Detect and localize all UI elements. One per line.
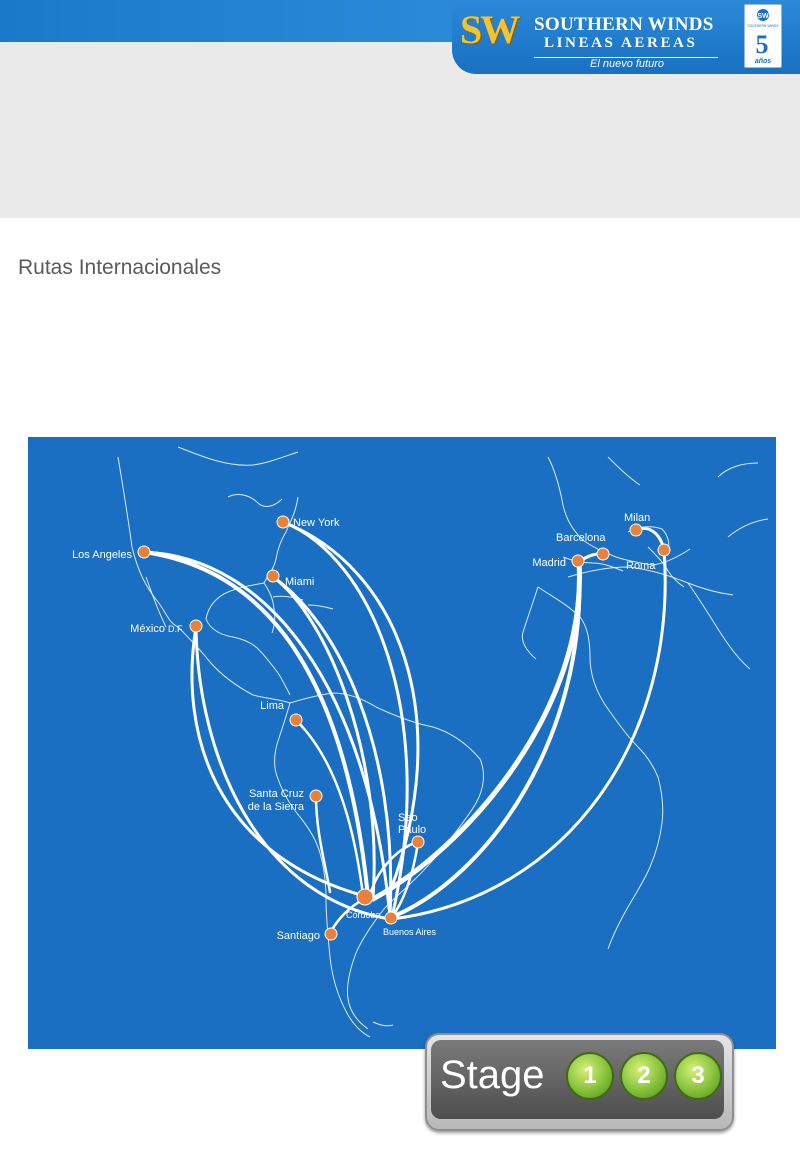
route-map xyxy=(28,437,776,1049)
page-title: Rutas Internacionales xyxy=(18,256,222,279)
city-label-cordoba: Córdoba xyxy=(346,910,381,920)
city-label-santa-cruz-line2: de la Sierra xyxy=(247,801,304,813)
city-label-lima: Lima xyxy=(260,700,284,712)
route-madrid-buenos-aires xyxy=(392,562,580,917)
route-los-angeles-buenos-aires xyxy=(144,552,390,917)
city-label-madrid: Madrid xyxy=(532,557,566,569)
city-label-mexico: México xyxy=(130,623,165,635)
brand-tagline: El nuevo futuro xyxy=(590,58,664,70)
svg-text:años: años xyxy=(754,58,772,65)
city-label-roma: Roma xyxy=(626,560,656,572)
stage-number-2: 2 xyxy=(620,1052,668,1100)
city-dot-roma xyxy=(658,544,670,556)
anniversary-badge xyxy=(744,4,782,68)
stage-label: Stage xyxy=(440,1053,545,1097)
routes xyxy=(144,522,665,933)
city-dot-los-angeles xyxy=(138,546,150,558)
city-dot-santiago xyxy=(325,928,337,940)
city-label-milan: Milan xyxy=(624,512,651,524)
city-dot-miami xyxy=(267,570,279,582)
city-label-santiago: Santiago xyxy=(276,930,320,942)
city-dot-cordoba xyxy=(357,889,373,905)
route-miami xyxy=(273,577,374,897)
route-los-angeles xyxy=(144,552,368,897)
city-dot-mexico xyxy=(190,620,202,632)
anniversary-logo-icon xyxy=(745,5,781,67)
city-dot-barcelona xyxy=(597,548,609,560)
brand-name: SOUTHERN WINDS xyxy=(534,14,714,35)
coastlines xyxy=(118,447,768,1037)
city-label-miami: Miami xyxy=(285,576,315,588)
city-label-santa-cruz: Santa Cruz xyxy=(248,788,304,800)
stage-number-1: 1 xyxy=(566,1052,614,1100)
city-dot-buenos-aires xyxy=(385,912,397,924)
brand-subtitle: LINEAS AEREAS xyxy=(544,35,698,51)
city-label-buenos-aires: Buenos Aires xyxy=(383,927,437,937)
route-mexico xyxy=(192,627,368,897)
city-label-new-york: New York xyxy=(293,517,340,529)
city-dot-milan xyxy=(630,524,642,536)
city-dot-new-york xyxy=(277,516,289,528)
city-dot-santa-cruz xyxy=(310,790,322,802)
city-dot-lima xyxy=(290,714,302,726)
svg-text:SOUTHERN WINDS: SOUTHERN WINDS xyxy=(747,24,779,28)
city-label-mexico-suffix: D.F. xyxy=(168,624,185,634)
stage-number-3: 3 xyxy=(674,1052,722,1100)
city-label-los-angeles: Los Angeles xyxy=(72,549,132,561)
route-roma xyxy=(392,550,665,919)
svg-text:SW: SW xyxy=(757,13,769,20)
city-label-sao-paulo: Sao xyxy=(398,812,418,824)
city-label-sao-paulo-line2: Paulo xyxy=(398,824,427,836)
svg-text:5: 5 xyxy=(755,30,769,59)
brand-mark: SW xyxy=(460,7,519,52)
city-label-barcelona: Barcelona xyxy=(556,532,606,544)
city-dot-sao-paulo xyxy=(412,836,424,848)
city-dot-madrid xyxy=(572,555,584,567)
